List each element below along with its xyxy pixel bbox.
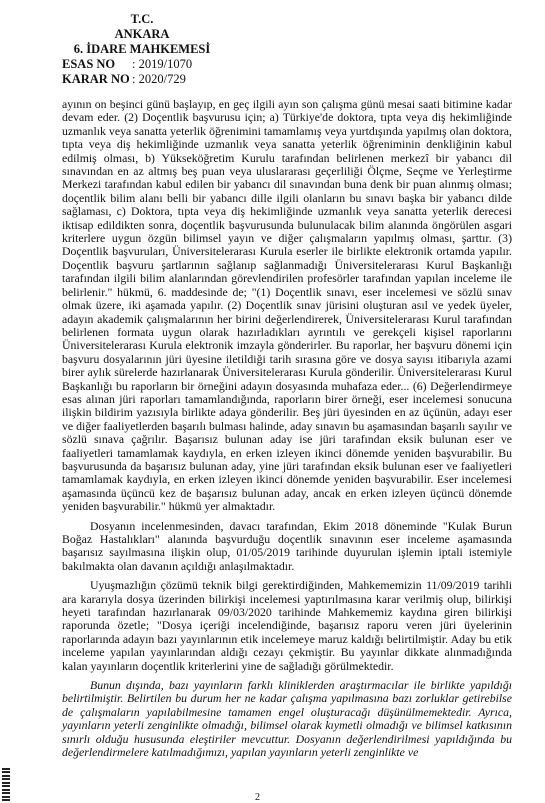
header-court: 6. İDARE MAHKEMESİ (73, 42, 211, 56)
paragraph-case: Dosyanın incelenmesinden, davacı tarafından, Ekim 2018 döneminde "Kulak Burun Boğaz Hastalıkları" alanında başvurduğu doçentlik sınavının eser inceleme aşamasında başarısız sayılmasına ilişkin olup, 01/05/2019 tarihinde duyurulan işlemin iptali istemiyle bakılmakta olan davanın açıldığı anlaşılmaktadır. (62, 518, 512, 573)
barcode-strip (0, 768, 12, 803)
karar-row (62, 72, 262, 87)
paragraph-report-quote: Bunun dışında, bazı yayınların farklı kliniklerden araştırmacılar ile birlikte yapıldığı belirtilmiştir. Belirtilen bu durum her ne kadar çalışma yapılmasına bazı zorluklar getirebilse de çalışmaların yapılabilmesine tamamen engel oluşturacağı düşünülmemektedir. Ayrıca, yayınların yeterli zenginlikte olmadığı, bilimsel olarak kıymetli olmadığı ve bilimsel katkısının sınırlı olduğu hususunda eleştiriler mevcuttur. Dosyanın değerlendirilmesi yapıldığında bu değerlendirmelere katılmadığımızı, yapılan yayınların yeterli zenginlikte ve (62, 678, 512, 760)
document-body (62, 98, 512, 766)
paragraph-expert: Uyuşmazlığın çözümü teknik bilgi gerektirdiğinden, Mahkememizin 11/09/2019 tarihli ara kararıyla dosya üzerinden bilirkişi incelemesi yaptırılmasına karar verilmiş olup, bilirkişi heyeti tarafından hazırlanarak 09/03/2020 tarihinde Mahkememiz kaydına giren bilirkişi raporunda özetle; "Dosya içeriği incelendiğinde, başarısız raporu veren jüri üyelerinin raporlarında adayın bazı yayınlarının etik incelemeye maruz kaldığı belirtilmiştir. Aday bu etik inceleme yapılan yayınlarından aldığı cezayı çekmiştir. Bu yayınlar dikkate alınmadığında kalan yayınların doçentlik kriterlerini yine de sağladığı görülmektedir. (62, 578, 512, 673)
header-tc: T.C. (130, 12, 154, 26)
paragraph-regulation: ayının on beşinci günü başlayıp, en geç ilgili ayın son çalışma günü mesai saati bitimine kadar devam eder. (2) Doçentlik başvurusu için; a) Türkiye'de doktora, tıpta veya diş hekimliğinde uzmanlık veya sanatta yeterlik öğrenimini tamamlamış veya yurtdışında yapılmış olan doktora, tıpta veya diş hekimliğinde uzmanlık veya sanatta yeterlik öğreniminin denkliğinin kabul edilmiş olması, b) Yükseköğretim Kurulu tarafından belirlenen merkezî bir yabancı dil sınavından en az altmış beş puan veya uluslararası geçerliliği Ölçme, Seçme ve Yerleştirme Merkezi tarafından kabul edilen bir yabancı dil sınavından buna denk bir puan alınmış olması; doçentlik bilim alanı belli bir yabancı dille ilgili olanların bu sınavı başka bir yabancı dilde sağlaması, c) Doktora, tıpta veya diş hekimliğinde uzmanlık veya sanatta yeterlik derecesi iktisap edildikten sonra, doçentlik başvurusunda bulunulacak bilim alanında öngörülen asgari kriterlere uygun özgün bilimsel yayın ve diğer çalışmaların yapılmış olması, şarttır. (3) Doçentlik başvuruları, Üniversitelerarası Kurula eserler ile birlikte elektronik ortamda yapılır. Doçentlik başvuru şartlarının sağlanıp sağlanmadığı Üniversitelerarası Kurul Başkanlığı tarafından ilgili bilim alanlarından görevlendirilen profesörler tarafından yapılan inceleme ile belirlenir." hükmü, 6. maddesinde de; "(1) Doçentlik sınavı, eser incelemesi ve sözlü sınav olmak üzere, iki aşamada yapılır. (2) Doçentlik sınav jürisini oluşturan asıl ve yedek üyeler, adayın akademik çalışmalarının her birini değerlendirerek, Üniversitelerarası Kurul tarafından belirlenen formata uygun olarak hazırladıkları ayrıntılı ve gerekçeli kişisel raporlarını Üniversitelerarası Kurula elektronik imzayla gönderirler. Bu raporlar, her başvuru dönemi için başvuru dosyalarının jüri üyesine iletildiği tarih sırasına göre ve dosya sayısı itibarıyla azami birer aylık sürelerde hazırlanarak Üniversitelerarası Kurula gönderilir. Üniversitelerarası Kurul Başkanlığı bu raporların bir örneğini adayın dosyasında muhafaza eder... (6) Değerlendirmeye esas alınan jüri raporları tamamlandığında, raporların birer örneği, eser incelemesi sonucuna ilişkin bildirim yazısıyla birlikte adaya gönderilir. Beş jüri üyesinden en az üçünün, adayı eser ve diğer faaliyetlerden başarılı bulması halinde, aday sınavın bu aşamasından başarılı sayılır ve sözlü sınava çağrılır. Başarısız bulunan aday ise jüri tarafından eksik bulunan eser ve faaliyetleri tamamlamak kaydıyla, en erken izleyen ikinci dönemde yeniden başvurabilir. Bu başvurusunda da başarısız bulunan aday, yine jüri tarafından eksik bulunan eser ve faaliyetleri tamamlamak kaydıyla, en erken izleyen ikinci dönemde yeniden başvurabilir. Eser incelemesi aşamasında üçüncü kez de başarısız bulunan aday, ancak en erken izleyen üçüncü dönemde yeniden başvurabilir." hükmü yer almaktadır. (62, 97, 512, 514)
karar-value: : 2020/729 (132, 72, 186, 86)
document-header (62, 12, 262, 87)
header-city: ANKARA (114, 27, 170, 41)
page-number: 2 (255, 792, 260, 803)
esas-value: : 2019/1070 (132, 57, 193, 71)
esas-label: ESAS NO (62, 57, 116, 71)
karar-label: KARAR NO (62, 72, 130, 86)
esas-row (62, 57, 262, 72)
